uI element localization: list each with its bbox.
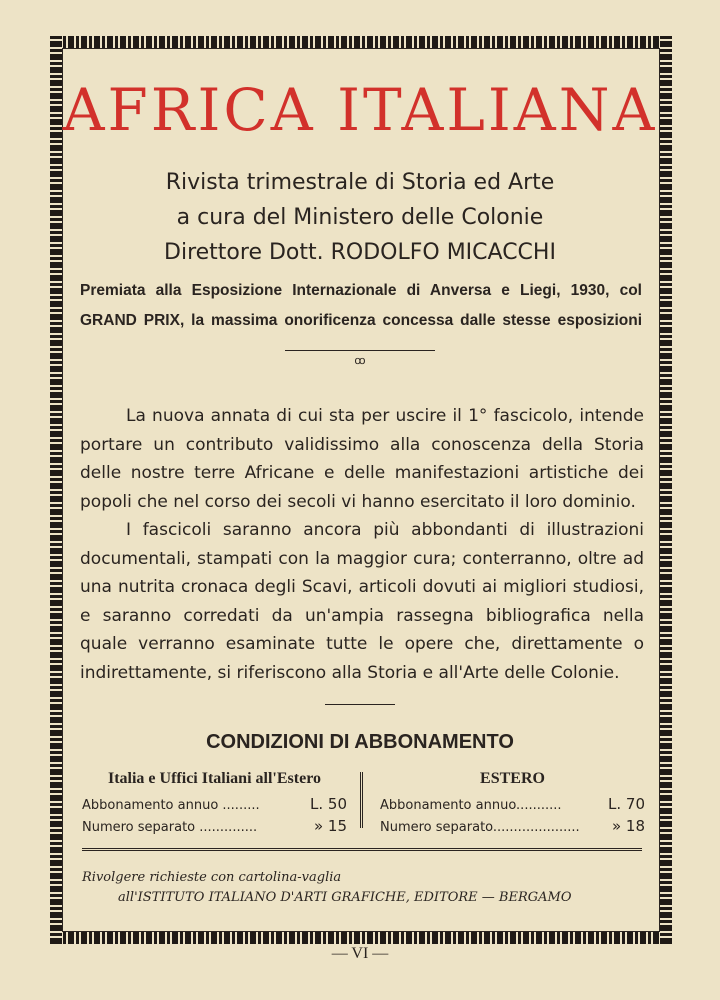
italy-heading: Italia e Uffici Italiani all'Estero [107, 770, 321, 787]
abroad-column [380, 770, 645, 838]
subtitle-line-2: a cura del Ministero delle Colonie [176, 205, 544, 230]
separator-rule [285, 350, 435, 351]
footer-line-2: all'ISTITUTO ITALIANO D'ARTI GRAFICHE, EDITORE — BERGAMO [118, 890, 572, 905]
prize-line-1: Premiata alla Esposizione Internazionale di Anversa e Liegi, 1930, col [80, 282, 642, 299]
subtitle-line-1: Rivista trimestrale di Storia ed Arte [165, 170, 555, 195]
column-divider [360, 772, 363, 828]
footer-line-1: Rivolgere richieste con cartolina-vaglia [82, 870, 342, 885]
abroad-annual-row [380, 794, 645, 816]
page-number: — VI — [331, 945, 389, 962]
italy-single-label: Numero separato .............. [82, 820, 258, 835]
abroad-single-price: » 18 [611, 817, 645, 835]
short-separator [325, 704, 395, 705]
italy-annual-label: Abbonamento annuo ......... [82, 798, 260, 813]
body-text [80, 402, 644, 687]
paragraph-2: I fascicoli saranno ancora più abbondanti di illustrazioni documentali, stampati con la maggior cura; conterranno, oltre ad una nutrita cronaca degli Scavi, articoli dovuti ai migliori studiosi, e saranno corredati da un'ampia rassegna bibliografica nella quale verranno esaminate tutte le opere che, direttamente o indirettamente, si riferiscono alla Storia e all'Arte delle Colonie. [80, 520, 644, 683]
abroad-annual-price: L. 70 [608, 795, 645, 813]
abroad-single-label: Numero separato..................... [380, 820, 580, 835]
paragraph-1: La nuova annata di cui sta per uscire il 1° fascicolo, intende portare un contributo validissimo alla conoscenza della Storia delle nostre terre Africane e delle manifestazioni artistiche dei popoli che nel corso dei secoli vi hanno esercitato il loro dominio. [80, 406, 644, 512]
abroad-annual-label: Abbonamento annuo........... [380, 798, 562, 813]
italy-single-row [82, 816, 347, 838]
magazine-title: AFRICA ITALIANA [62, 76, 658, 144]
italy-annual-price: L. 50 [310, 795, 347, 813]
italy-single-price: » 15 [313, 817, 347, 835]
prize-line-2: GRAND PRIX, la massima onorificenza concessa dalle stesse esposizioni [80, 312, 642, 329]
abroad-heading: ESTERO [480, 770, 545, 787]
subscription-heading: CONDIZIONI DI ABBONAMENTO [206, 731, 514, 753]
ornament-icon: ꝏ [354, 355, 366, 367]
italy-column [82, 770, 347, 838]
italy-annual-row [82, 794, 347, 816]
footer-rule [82, 848, 642, 851]
director-line: Direttore Dott. RODOLFO MICACCHI [164, 240, 556, 265]
abroad-single-row [380, 816, 645, 838]
